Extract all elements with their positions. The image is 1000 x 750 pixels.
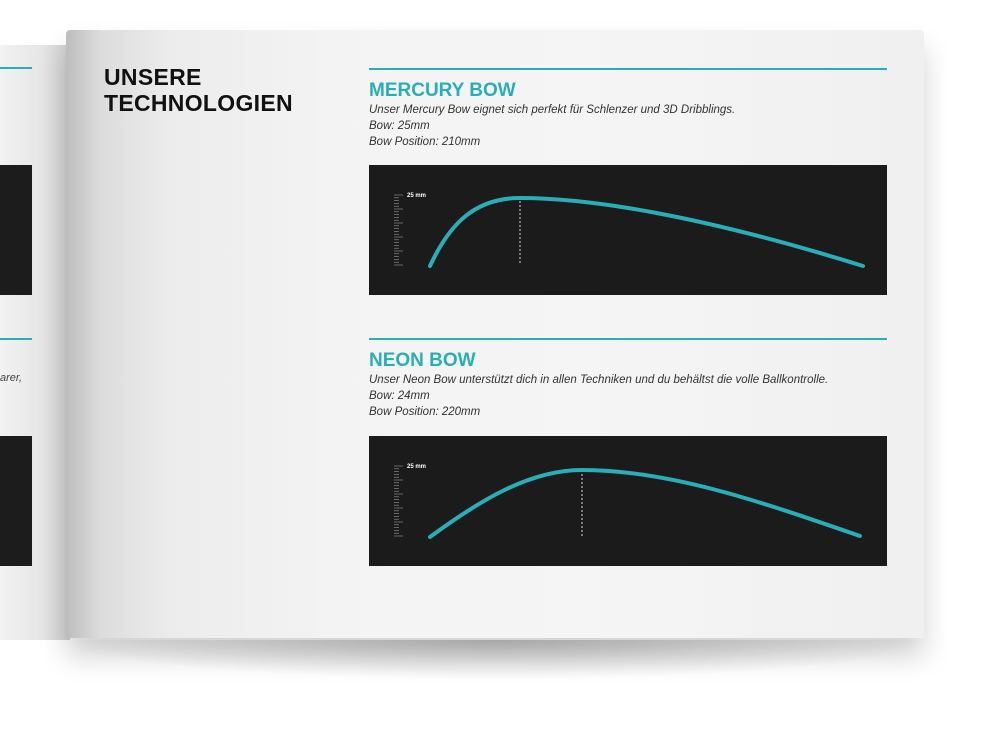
section-bow: Bow: 25mm — [369, 120, 430, 132]
chart-svg — [369, 165, 887, 295]
page-title — [104, 64, 334, 116]
scale-label: 25 mm — [407, 193, 427, 199]
section-rule — [369, 68, 887, 70]
bow-curve — [430, 470, 860, 537]
section-neon-bow — [369, 338, 887, 420]
bow-curve — [430, 198, 863, 266]
page-shadow — [60, 640, 930, 680]
page-title-line-2: TECHNOLOGIEN — [104, 90, 293, 116]
left-page-text: arer, — [0, 372, 23, 384]
page-title-line-1: UNSERE — [104, 64, 202, 90]
section-description: Unser Mercury Bow eignet sich perfekt für Schlenzer und 3D Dribblings. — [369, 104, 736, 116]
section-rule — [369, 338, 887, 340]
left-page-chart-1 — [0, 165, 32, 295]
section-title: NEON BOW — [369, 350, 476, 371]
section-bow: Bow: 24mm — [369, 390, 430, 402]
section-bow-position: Bow Position: 220mm — [369, 406, 481, 418]
left-page-chart-2 — [0, 436, 32, 566]
left-page-rule-1 — [0, 67, 32, 69]
section-title: MERCURY BOW — [369, 80, 516, 101]
section-description: Unser Neon Bow unterstützt dich in allen Techniken und du behältst die volle Ballkontrolle. — [369, 374, 829, 386]
scale-ticks — [394, 466, 403, 536]
left-page-rule-2 — [0, 338, 32, 340]
scale-ticks — [394, 195, 403, 265]
left-page-fragment — [0, 45, 70, 640]
chart-mercury-bow — [369, 165, 887, 295]
section-bow-position: Bow Position: 210mm — [369, 136, 481, 148]
chart-svg — [369, 436, 887, 566]
scale-label: 25 mm — [407, 464, 427, 470]
chart-neon-bow — [369, 436, 887, 566]
section-mercury-bow — [369, 68, 887, 150]
